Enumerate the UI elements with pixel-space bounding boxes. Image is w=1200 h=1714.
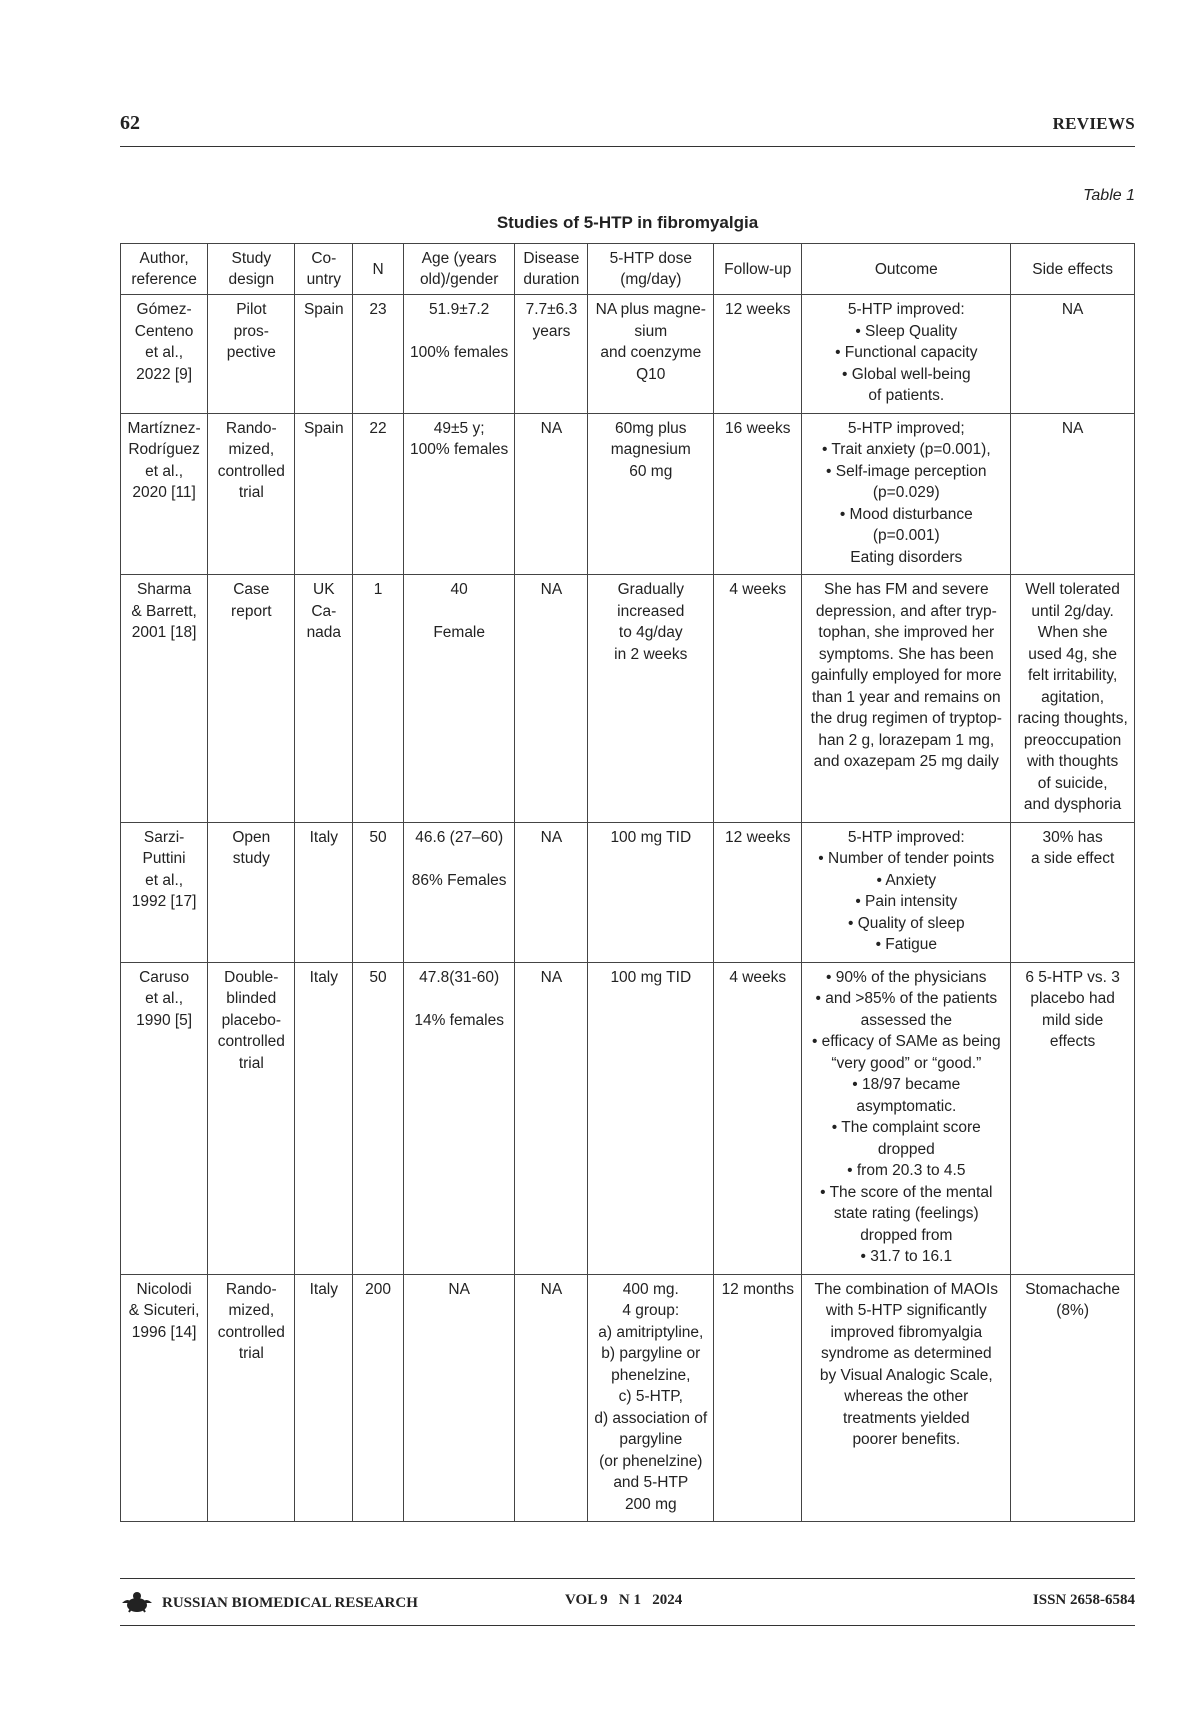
table-cell-country xyxy=(295,962,353,1274)
cell-text: 23 xyxy=(369,301,387,318)
cell-text: NA xyxy=(540,828,563,846)
table-cell-side-effects xyxy=(1011,295,1135,414)
table-cell-side-effects xyxy=(1011,962,1135,1274)
cell-text: Rando- mized, controlled trial xyxy=(217,1280,285,1362)
table-header-row xyxy=(121,244,1135,295)
table-cell-author xyxy=(121,822,208,962)
page-header xyxy=(120,110,1135,147)
cell-text: Rando- mized, controlled trial xyxy=(217,419,285,501)
table-cell-dose xyxy=(588,962,714,1274)
table-body xyxy=(121,295,1135,1522)
table-cell-disease-duration xyxy=(515,962,588,1274)
cell-text: 4 weeks xyxy=(729,968,787,986)
cell-text: 12 weeks xyxy=(725,828,791,846)
table-cell-disease-duration xyxy=(515,575,588,823)
table-cell-age-gender xyxy=(403,822,515,962)
cell-text: Italy xyxy=(309,968,339,986)
cell-text: Gómez- Centeno et al., 2022 [9] xyxy=(134,301,194,383)
table-cell-outcome xyxy=(802,295,1011,414)
table-cell-country xyxy=(295,575,353,823)
table-cell-country xyxy=(295,1274,353,1522)
table-cell-follow-up xyxy=(714,295,802,414)
table-cell-disease-duration xyxy=(515,822,588,962)
cell-text: Open study xyxy=(232,828,271,867)
column-header-design: Study design xyxy=(208,244,295,295)
studies-table xyxy=(120,243,1135,1522)
table-cell-design xyxy=(208,295,295,414)
cell-text: 51.9±7.2 100% females xyxy=(410,301,509,361)
cell-text: 4 weeks xyxy=(729,581,787,598)
cell-text: NA xyxy=(540,1280,563,1298)
cell-text: Spain xyxy=(303,419,344,437)
table-title: Studies of 5-HTP in fibromyalgia xyxy=(496,213,759,232)
table-cell-follow-up xyxy=(714,822,802,962)
table-cell-design xyxy=(208,413,295,575)
table-cell-author xyxy=(121,413,208,575)
cell-text: She has FM and severe depression, and after tryp- tophan, she improved her symptoms. She has been gainfully employed for more than 1 year and remains on the drug regimen of tryptop- han 2 g, lorazepam 1 mg, and oxazepam 25 mg daily xyxy=(810,581,1002,770)
cell-text: NA xyxy=(1061,419,1084,437)
table-cell-outcome xyxy=(802,1274,1011,1522)
cell-text: 100 mg TID xyxy=(610,828,692,846)
table-cell-design xyxy=(208,822,295,962)
column-header-disease-duration: Disease duration xyxy=(515,244,588,295)
cell-text: NA xyxy=(540,968,563,986)
column-header-follow-up: Follow-up xyxy=(714,244,802,295)
table-cell-country xyxy=(295,822,353,962)
table-cell-author xyxy=(121,962,208,1274)
table-cell-age-gender xyxy=(403,1274,515,1522)
cell-text: NA xyxy=(448,1280,470,1298)
cell-text: 400 mg. 4 group: a) amitriptyline, b) pargyline or phenelzine, c) 5-HTP, d) association of pargyline (or phenelzine) and 5-HTP 200 mg xyxy=(594,1280,708,1513)
table-cell-side-effects xyxy=(1011,575,1135,823)
cell-text: 50 xyxy=(369,968,387,986)
table-row xyxy=(121,413,1135,575)
table-cell-disease-duration xyxy=(515,1274,588,1522)
table-cell-design xyxy=(208,1274,295,1522)
table-cell-side-effects xyxy=(1011,1274,1135,1522)
cell-text: NA xyxy=(540,419,563,437)
table-cell-n xyxy=(353,822,404,962)
table-cell-age-gender xyxy=(403,413,515,575)
table-cell-dose xyxy=(588,295,714,414)
cell-text: 16 weeks xyxy=(725,419,791,437)
page-footer xyxy=(120,1578,1135,1626)
table-cell-disease-duration xyxy=(515,413,588,575)
table-row xyxy=(121,822,1135,962)
issn: ISSN 2658-6584 xyxy=(1032,1592,1135,1608)
table-cell-follow-up xyxy=(714,962,802,1274)
cell-text: UK Ca- nada xyxy=(306,581,342,641)
page-number: 62 xyxy=(120,112,140,134)
cell-text: 60mg plus magnesium 60 mg xyxy=(610,419,691,480)
table-cell-n xyxy=(353,1274,404,1522)
cell-text: 200 xyxy=(365,1280,391,1298)
column-header-author: Author, reference xyxy=(121,244,208,295)
table-cell-author xyxy=(121,1274,208,1522)
cell-text: 5-HTP improved: • Number of tender points • Anxiety • Pain intensity • Quality of sleep • Fatigue xyxy=(818,828,995,953)
table-cell-dose xyxy=(588,822,714,962)
table-cell-author xyxy=(121,575,208,823)
cell-text: 46.6 (27–60) 86% Females xyxy=(411,828,507,889)
table-cell-outcome xyxy=(802,413,1011,575)
cell-text: 47.8(31-60) 14% females xyxy=(414,968,504,1029)
table-cell-follow-up xyxy=(714,413,802,575)
cell-text: 5-HTP improved: • Sleep Quality • Functional capacity • Global well-being of patients. xyxy=(835,301,978,404)
table-row xyxy=(121,962,1135,1274)
column-header-dose: 5-HTP dose (mg/day) xyxy=(588,244,714,295)
table-row xyxy=(121,575,1135,823)
table-cell-age-gender xyxy=(403,962,515,1274)
table-cell-follow-up xyxy=(714,1274,802,1522)
cell-text: 6 5-HTP vs. 3 placebo had mild side effects xyxy=(1025,968,1120,1050)
cell-text: Sharma & Barrett, 2001 [18] xyxy=(131,581,197,641)
column-header-n: N xyxy=(353,244,404,295)
cell-text: NA xyxy=(1061,301,1084,318)
table-cell-outcome xyxy=(802,575,1011,823)
cell-text: Gradually increased to 4g/day in 2 weeks xyxy=(614,581,688,663)
volume-info: VOL 9 N 1 2024 xyxy=(565,1592,683,1608)
cell-text: Nicolodi & Sicuteri, 1996 [14] xyxy=(128,1280,200,1341)
cell-text: Pilot pros- pective xyxy=(226,301,276,361)
table-row xyxy=(121,295,1135,414)
journal-logo-icon xyxy=(120,1591,154,1615)
table-row xyxy=(121,1274,1135,1522)
column-header-outcome: Outcome xyxy=(802,244,1011,295)
cell-text: Stomachache (8%) xyxy=(1025,1280,1120,1319)
table-cell-outcome xyxy=(802,822,1011,962)
table-cell-author xyxy=(121,295,208,414)
cell-text: 50 xyxy=(369,828,387,846)
table-cell-dose xyxy=(588,575,714,823)
cell-text: 12 weeks xyxy=(725,301,791,318)
table-cell-n xyxy=(353,962,404,1274)
table-cell-n xyxy=(353,413,404,575)
cell-text: 40 Female xyxy=(433,581,485,641)
table-cell-design xyxy=(208,575,295,823)
cell-text: Well tolerated until 2g/day. When she used 4g, she felt irritability, agitation, racing thoughts, preoccupation with thoughts of suicide, and dysphoria xyxy=(1017,581,1128,813)
cell-text: • 90% of the physicians • and >85% of the patients assessed the • efficacy of SAMe as being “very good” or “good.” • 18/97 became asymptomatic. • The complaint score dropped • from 20.3 to 4.5 • The score of the mental state rating (feelings) dropped from • 31.7 to 16.1 xyxy=(811,968,1001,1265)
table-cell-disease-duration xyxy=(515,295,588,414)
cell-text: Sarzi- Puttini et al., 1992 [17] xyxy=(131,828,197,910)
cell-text: NA plus magne- sium and coenzyme Q10 xyxy=(595,301,706,383)
table-cell-outcome xyxy=(802,962,1011,1274)
table-cell-age-gender xyxy=(403,295,515,414)
table-cell-dose xyxy=(588,1274,714,1522)
table-cell-dose xyxy=(588,413,714,575)
cell-text: Italy xyxy=(309,1280,339,1298)
column-header-country: Co- untry xyxy=(295,244,353,295)
cell-text: 49±5 y; 100% females xyxy=(410,419,509,458)
section-title: REVIEWS xyxy=(1052,114,1135,133)
table-cell-country xyxy=(295,295,353,414)
table-cell-follow-up xyxy=(714,575,802,823)
table-cell-side-effects xyxy=(1011,413,1135,575)
table-cell-country xyxy=(295,413,353,575)
cell-text: 7.7±6.3 years xyxy=(525,301,578,340)
cell-text: Double- blinded placebo- controlled trial xyxy=(217,968,285,1072)
cell-text: 1 xyxy=(373,581,383,598)
table-cell-n xyxy=(353,295,404,414)
cell-text: Spain xyxy=(303,301,344,318)
column-header-age-gender: Age (years old)/gender xyxy=(403,244,515,295)
cell-text: NA xyxy=(540,581,563,598)
footer-journal xyxy=(120,1591,418,1615)
cell-text: 100 mg TID xyxy=(610,968,692,986)
table-cell-side-effects xyxy=(1011,822,1135,962)
cell-text: Martíznez- Rodríguez et al., 2020 [11] xyxy=(127,419,201,501)
cell-text: Caruso et al., 1990 [5] xyxy=(136,968,193,1029)
cell-text: Italy xyxy=(309,828,339,846)
table-cell-age-gender xyxy=(403,575,515,823)
cell-text: The combination of MAOIs with 5-HTP significantly improved fibromyalgia syndrome as determined by Visual Analogic Scale, whereas the other treatments yielded poorer benefits. xyxy=(814,1280,999,1448)
table-cell-design xyxy=(208,962,295,1274)
column-header-side-effects: Side effects xyxy=(1011,244,1135,295)
cell-text: 30% has a side effect xyxy=(1030,828,1115,867)
table-label: Table 1 xyxy=(1083,187,1135,204)
cell-text: 22 xyxy=(369,419,387,437)
cell-text: Case report xyxy=(231,581,272,620)
table-cell-n xyxy=(353,575,404,823)
cell-text: 5-HTP improved; • Trait anxiety (p=0.001), • Self-image perception (p=0.029) • Mood disturbance (p=0.001) Eating disorders xyxy=(821,419,991,566)
cell-text: 12 months xyxy=(721,1280,794,1298)
journal-name: RUSSIAN BIOMEDICAL RESEARCH xyxy=(162,1594,418,1611)
